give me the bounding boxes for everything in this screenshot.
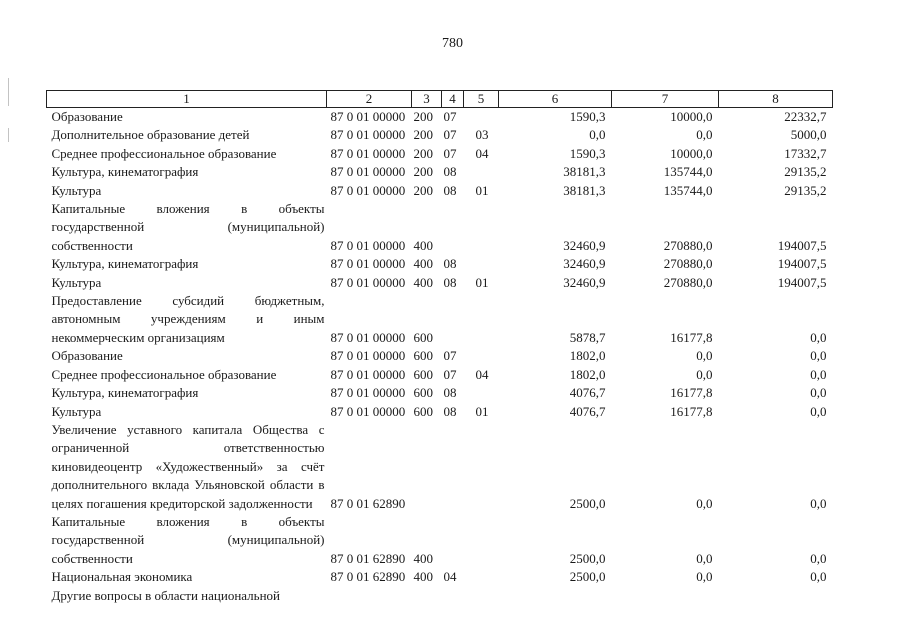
amount-col8-cell: 0,0 bbox=[810, 366, 827, 382]
table-row bbox=[47, 292, 833, 347]
amount-col8-cell: 29135,2 bbox=[784, 164, 827, 180]
row-name-text: Капитальные вложения в объекты государственной (муниципальной) собственности bbox=[51, 513, 325, 566]
subsection-code-cell bbox=[464, 108, 499, 127]
amount-col7-cell: 10000,0 bbox=[670, 145, 713, 161]
table-row bbox=[47, 384, 833, 402]
csr-code-cell: 87 0 01 00000 bbox=[330, 366, 406, 382]
vr-code-cell: 200 bbox=[413, 182, 433, 198]
csr-code-cell bbox=[327, 587, 412, 605]
row-name-cell bbox=[47, 347, 327, 365]
amount-col8-cell: 0,0 bbox=[810, 385, 827, 401]
amount-col6-cell: 32460,9 bbox=[563, 256, 606, 272]
column-header: 5 bbox=[464, 91, 499, 108]
vr-code-cell: 400 bbox=[413, 237, 433, 253]
row-name-text: Культура bbox=[51, 274, 102, 290]
scan-artifact-mark bbox=[8, 128, 9, 142]
csr-code-cell: 87 0 01 00000 bbox=[330, 237, 406, 253]
subsection-code-cell bbox=[464, 384, 499, 402]
subsection-code-cell bbox=[464, 200, 499, 255]
amount-col7-cell: 10000,0 bbox=[670, 109, 713, 124]
subsection-code-cell: 03 bbox=[475, 127, 489, 143]
amount-col7-cell: 135744,0 bbox=[663, 164, 713, 180]
row-name-text: Национальная экономика bbox=[51, 569, 193, 585]
amount-col7-cell: 0,0 bbox=[696, 495, 713, 511]
row-name-cell bbox=[47, 163, 327, 181]
row-name-text: Культура, кинематография bbox=[51, 256, 199, 272]
amount-col8-cell: 29135,2 bbox=[784, 182, 827, 198]
amount-col6-cell bbox=[499, 587, 612, 605]
row-name-text: Другие вопросы в области национальной bbox=[51, 587, 280, 603]
amount-col6-cell: 2500,0 bbox=[569, 569, 606, 585]
csr-code-cell: 87 0 01 62890 bbox=[330, 550, 406, 566]
section-code-cell: 08 bbox=[443, 182, 457, 198]
row-name-text: Предоставление субсидий бюджетным, автономным учреждениям и иным некоммерческим организациям bbox=[51, 293, 325, 345]
table-row bbox=[47, 163, 833, 181]
vr-code-cell: 400 bbox=[413, 274, 433, 290]
csr-code-cell: 87 0 01 00000 bbox=[330, 403, 406, 419]
row-name-cell bbox=[47, 587, 327, 605]
row-name-text: Среднее профессиональное образование bbox=[51, 145, 277, 161]
amount-col8-cell: 194007,5 bbox=[777, 237, 827, 253]
amount-col8-cell: 0,0 bbox=[810, 495, 827, 511]
subsection-code-cell bbox=[464, 347, 499, 365]
csr-code-cell: 87 0 01 00000 bbox=[330, 145, 406, 161]
amount-col7-cell: 0,0 bbox=[696, 569, 713, 585]
table-row bbox=[47, 182, 833, 200]
row-name-cell bbox=[47, 126, 327, 144]
amount-col6-cell: 32460,9 bbox=[563, 274, 606, 290]
csr-code-cell: 87 0 01 00000 bbox=[330, 329, 406, 345]
amount-col6-cell: 1802,0 bbox=[569, 348, 606, 364]
row-name-cell bbox=[47, 513, 327, 568]
vr-code-cell: 200 bbox=[413, 145, 433, 161]
row-name-cell bbox=[47, 200, 327, 255]
csr-code-cell: 87 0 01 00000 bbox=[330, 109, 406, 124]
csr-code-cell: 87 0 01 00000 bbox=[330, 256, 406, 272]
subsection-code-cell: 04 bbox=[475, 366, 489, 382]
subsection-code-cell: 01 bbox=[475, 403, 489, 419]
amount-col7-cell: 270880,0 bbox=[663, 237, 713, 253]
amount-col6-cell: 2500,0 bbox=[569, 495, 606, 511]
section-code-cell bbox=[442, 421, 464, 513]
section-code-cell bbox=[442, 587, 464, 605]
row-name-text: Культура bbox=[51, 403, 102, 419]
table-body bbox=[47, 108, 833, 605]
amount-col6-cell: 4076,7 bbox=[569, 385, 606, 401]
row-name-cell bbox=[47, 108, 327, 127]
row-name-text: Капитальные вложения в объекты государственной (муниципальной) собственности bbox=[51, 201, 325, 253]
amount-col8-cell: 5000,0 bbox=[790, 127, 827, 143]
subsection-code-cell: 04 bbox=[475, 145, 489, 161]
vr-code-cell bbox=[412, 587, 442, 605]
amount-col6-cell: 1590,3 bbox=[569, 109, 606, 124]
amount-col8-cell: 194007,5 bbox=[777, 274, 827, 290]
column-header: 7 bbox=[612, 91, 719, 108]
section-code-cell: 07 bbox=[443, 366, 457, 382]
amount-col6-cell: 5878,7 bbox=[569, 329, 606, 345]
column-header: 2 bbox=[327, 91, 412, 108]
csr-code-cell: 87 0 01 00000 bbox=[330, 348, 406, 364]
vr-code-cell: 600 bbox=[413, 403, 433, 419]
subsection-code-cell bbox=[464, 292, 499, 347]
section-code-cell bbox=[442, 513, 464, 568]
column-header: 3 bbox=[412, 91, 442, 108]
vr-code-cell: 400 bbox=[413, 550, 433, 566]
vr-code-cell: 600 bbox=[413, 329, 433, 345]
row-name-cell bbox=[47, 292, 327, 347]
table-row bbox=[47, 145, 833, 163]
table-row bbox=[47, 403, 833, 421]
row-name-text: Дополнительное образование детей bbox=[51, 127, 250, 143]
row-name-text: Образование bbox=[51, 348, 123, 364]
amount-col7-cell: 16177,8 bbox=[670, 403, 713, 419]
subsection-code-cell bbox=[464, 513, 499, 568]
section-code-cell: 07 bbox=[443, 127, 457, 143]
amount-col6-cell: 4076,7 bbox=[569, 403, 606, 419]
section-code-cell: 07 bbox=[443, 109, 457, 124]
subsection-code-cell: 01 bbox=[475, 182, 489, 198]
column-header: 8 bbox=[719, 91, 833, 108]
table-row bbox=[47, 347, 833, 365]
amount-col6-cell: 38181,3 bbox=[563, 164, 606, 180]
amount-col8-cell: 0,0 bbox=[810, 403, 827, 419]
csr-code-cell: 87 0 01 00000 bbox=[330, 127, 406, 143]
amount-col8-cell: 0,0 bbox=[810, 348, 827, 364]
amount-col8-cell: 0,0 bbox=[810, 569, 827, 585]
row-name-text: Среднее профессиональное образование bbox=[51, 366, 277, 382]
vr-code-cell bbox=[412, 421, 442, 513]
section-code-cell: 07 bbox=[443, 145, 457, 161]
table-row bbox=[47, 568, 833, 586]
vr-code-cell: 600 bbox=[413, 366, 433, 382]
vr-code-cell: 400 bbox=[413, 569, 433, 585]
table-row bbox=[47, 421, 833, 513]
subsection-code-cell bbox=[464, 421, 499, 513]
csr-code-cell: 87 0 01 00000 bbox=[330, 385, 406, 401]
amount-col7-cell bbox=[612, 587, 719, 605]
table-row bbox=[47, 200, 833, 255]
table-row bbox=[47, 587, 833, 605]
row-name-cell bbox=[47, 255, 327, 273]
amount-col7-cell: 0,0 bbox=[696, 127, 713, 143]
vr-code-cell: 400 bbox=[413, 256, 433, 272]
section-code-cell: 08 bbox=[443, 256, 457, 272]
row-name-text: Культура, кинематография bbox=[51, 385, 199, 401]
vr-code-cell: 200 bbox=[413, 164, 433, 180]
amount-col8-cell: 0,0 bbox=[810, 329, 827, 345]
table-row bbox=[47, 108, 833, 127]
table-row bbox=[47, 513, 833, 568]
vr-code-cell: 600 bbox=[413, 385, 433, 401]
row-name-cell bbox=[47, 145, 327, 163]
scan-artifact-mark bbox=[8, 78, 9, 106]
column-header: 6 bbox=[499, 91, 612, 108]
amount-col6-cell: 38181,3 bbox=[563, 182, 606, 198]
section-code-cell: 08 bbox=[443, 385, 457, 401]
csr-code-cell: 87 0 01 00000 bbox=[330, 164, 406, 180]
subsection-code-cell bbox=[464, 568, 499, 586]
section-code-cell bbox=[442, 292, 464, 347]
row-name-cell bbox=[47, 274, 327, 292]
amount-col8-cell: 22332,7 bbox=[784, 109, 827, 124]
amount-col7-cell: 16177,8 bbox=[670, 385, 713, 401]
table-row bbox=[47, 255, 833, 273]
amount-col6-cell: 2500,0 bbox=[569, 550, 606, 566]
table-header-row bbox=[47, 91, 833, 108]
row-name-text: Культура bbox=[51, 182, 102, 198]
section-code-cell: 08 bbox=[443, 403, 457, 419]
amount-col7-cell: 270880,0 bbox=[663, 274, 713, 290]
section-code-cell: 04 bbox=[443, 569, 457, 585]
section-code-cell: 08 bbox=[443, 274, 457, 290]
row-name-text: Образование bbox=[51, 109, 123, 124]
amount-col6-cell: 0,0 bbox=[589, 127, 606, 143]
amount-col7-cell: 270880,0 bbox=[663, 256, 713, 272]
row-name-text: Культура, кинематография bbox=[51, 164, 199, 180]
column-header: 1 bbox=[47, 91, 327, 108]
section-code-cell: 07 bbox=[443, 348, 457, 364]
section-code-cell: 08 bbox=[443, 164, 457, 180]
table-row bbox=[47, 126, 833, 144]
row-name-text: Увеличение уставного капитала Общества с ограниченной ответственностью киновидеоцентр «Художественный» за счёт дополнительного вклада Ульяновской области в целях погашения кредиторской задолженности bbox=[51, 421, 325, 511]
csr-code-cell: 87 0 01 00000 bbox=[330, 182, 406, 198]
vr-code-cell: 200 bbox=[413, 127, 433, 143]
amount-col7-cell: 16177,8 bbox=[670, 329, 713, 345]
row-name-cell bbox=[47, 421, 327, 513]
amount-col6-cell: 32460,9 bbox=[563, 237, 606, 253]
amount-col8-cell bbox=[719, 587, 833, 605]
amount-col6-cell: 1590,3 bbox=[569, 145, 606, 161]
amount-col7-cell: 0,0 bbox=[696, 550, 713, 566]
section-code-cell bbox=[442, 200, 464, 255]
table-row bbox=[47, 366, 833, 384]
amount-col7-cell: 0,0 bbox=[696, 348, 713, 364]
amount-col7-cell: 0,0 bbox=[696, 366, 713, 382]
table-row bbox=[47, 274, 833, 292]
vr-code-cell: 600 bbox=[413, 348, 433, 364]
row-name-cell bbox=[47, 182, 327, 200]
page-number: 780 bbox=[442, 36, 463, 51]
csr-code-cell: 87 0 01 62890 bbox=[330, 495, 406, 511]
amount-col8-cell: 0,0 bbox=[810, 550, 827, 566]
column-header: 4 bbox=[442, 91, 464, 108]
amount-col6-cell: 1802,0 bbox=[569, 366, 606, 382]
vr-code-cell: 200 bbox=[413, 109, 433, 124]
subsection-code-cell bbox=[464, 255, 499, 273]
amount-col7-cell: 135744,0 bbox=[663, 182, 713, 198]
subsection-code-cell bbox=[464, 587, 499, 605]
row-name-cell bbox=[47, 403, 327, 421]
row-name-cell bbox=[47, 568, 327, 586]
csr-code-cell: 87 0 01 62890 bbox=[330, 569, 406, 585]
amount-col8-cell: 17332,7 bbox=[784, 145, 827, 161]
subsection-code-cell: 01 bbox=[475, 274, 489, 290]
row-name-cell bbox=[47, 384, 327, 402]
csr-code-cell: 87 0 01 00000 bbox=[330, 274, 406, 290]
budget-table bbox=[46, 90, 833, 605]
amount-col8-cell: 194007,5 bbox=[777, 256, 827, 272]
row-name-cell bbox=[47, 366, 327, 384]
subsection-code-cell bbox=[464, 163, 499, 181]
